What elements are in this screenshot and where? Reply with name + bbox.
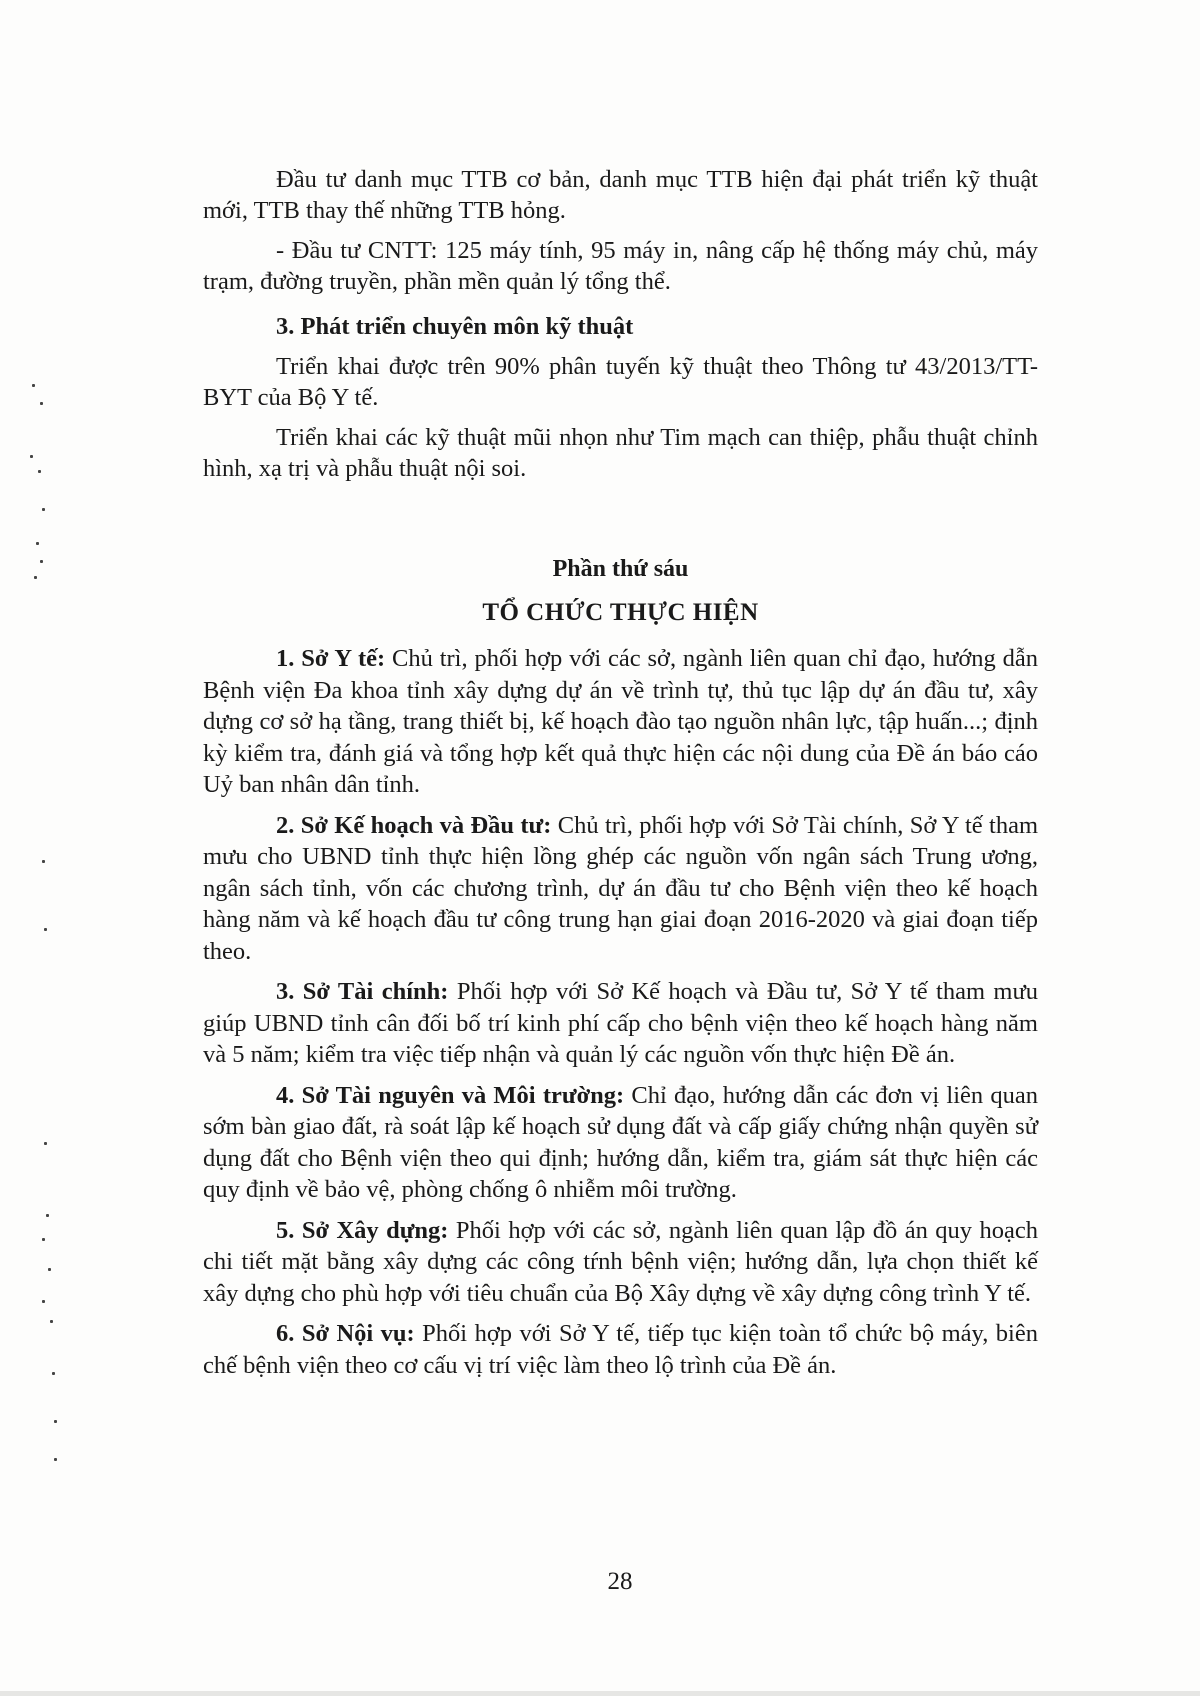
intro-paragraph-equipment: Đầu tư danh mục TTB cơ bản, danh mục TTB hiện đại phát triển kỹ thuật mới, TTB thay thế những TTB hỏng. (203, 166, 1038, 224)
item-text: Chỉ đạo, hướng dẫn các đơn vị liên quan sớm bàn giao đất, rà soát lập kế hoạch sử dụng đất và cấp giấy chứng nhận quyền sử dụng đất cho Bệnh viện theo qui định; hướng dẫn, kiểm tra, giám sát thực hiện các quy định về bảo vệ, phòng chống ô nhiễm môi trường. (203, 1081, 1038, 1203)
item-department-of-planning-investment (203, 810, 1038, 968)
page-number: 28 (607, 1568, 633, 1595)
item-lead: 3. Sở Tài chính: (276, 978, 449, 1005)
part-six-label: Phần thứ sáu (552, 556, 689, 582)
section-3-paragraph-1: Triển khai được trên 90% phân tuyến kỹ thuật theo Thông tư 43/2013/TT-BYT của Bộ Y tế. (203, 353, 1038, 411)
item-department-of-finance (203, 976, 1038, 1071)
scan-bottom-edge (0, 1691, 1200, 1696)
item-department-of-home-affairs (203, 1318, 1038, 1381)
part-six-title: TỔ CHỨC THỰC HIỆN (482, 599, 759, 626)
item-text: Chủ trì, phối hợp với các sở, ngành liên quan chỉ đạo, hướng dẫn Bệnh viện Đa khoa tỉnh xây dựng dự án về trình tự, thủ tục lập dự án đầu tư, xây dựng cơ sở hạ tầng, trang thiết bị, kế hoạch đào tạo nguồn nhân lực, tập huấn...; định kỳ kiểm tra, đánh giá và tổng hợp kết quả thực hiện các nội dung của Đề án báo cáo Uỷ ban nhân dân tỉnh. (203, 645, 1038, 798)
item-lead: 5. Sở Xây dựng: (276, 1216, 449, 1244)
section-3-heading: 3. Phát triển chuyên môn kỹ thuật (276, 313, 634, 340)
item-text: Phối hợp với các sở, ngành liên quan lập đồ án quy hoạch chi tiết mặt bằng xây dựng các công tŕnh bệnh viện; hướng dẫn, lựa chọn thiết kế xây dựng cho phù hợp với tiêu chuẩn của Bộ Xây dựng về xây dựng công trình Y tế. (203, 1216, 1039, 1307)
scan-artifacts (30, 360, 70, 1480)
item-text: Phối hợp với Sở Kế hoạch và Đầu tư, Sở Y tế tham mưu giúp UBND tỉnh cân đối bố trí kinh phí cấp cho bệnh viện theo kế hoạch hàng năm và 5 năm; kiểm tra việc tiếp nhận và quản lý các nguồn vốn thực hiện Đề án. (203, 978, 1038, 1068)
section-3-paragraph-2: Triển khai các kỹ thuật mũi nhọn như Tim mạch can thiệp, phẫu thuật chỉnh hình, xạ trị và phẫu thuật nội soi. (203, 424, 1038, 482)
item-text: Phối hợp với Sở Y tế, tiếp tục kiện toàn tổ chức bộ máy, biên chế bệnh viện theo cơ cấu vị trí việc làm theo lộ trình của Đề án. (203, 1320, 1038, 1379)
item-department-of-construction (203, 1215, 1038, 1310)
item-text: Chủ trì, phối hợp với Sở Tài chính, Sở Y tế tham mưu cho UBND tỉnh thực hiện lồng ghép các nguồn vốn ngân sách Trung ương, ngân sách tỉnh, vốn các chương trình, dự án đầu tư cho Bệnh viện theo kế hoạch hàng năm và kế hoạch đầu tư công trung hạn giai đoạn 2016-2020 và giai đoạn tiếp theo. (203, 811, 1039, 965)
item-lead: 1. Sở Y tế: (276, 645, 386, 672)
item-lead: 6. Sở Nội vụ: (276, 1320, 415, 1347)
item-lead: 2. Sở Kế hoạch và Đầu tư: (276, 811, 552, 839)
item-department-of-health (203, 643, 1038, 801)
intro-paragraph-it-investment: - Đầu tư CNTT: 125 máy tính, 95 máy in, nâng cấp hệ thống máy chủ, máy trạm, đường truyền, phần mền quản lý tổng thể. (203, 237, 1038, 295)
document-body (203, 164, 1038, 1381)
item-department-of-natural-resources (203, 1080, 1038, 1206)
item-lead: 4. Sở Tài nguyên và Môi trường: (276, 1081, 625, 1109)
